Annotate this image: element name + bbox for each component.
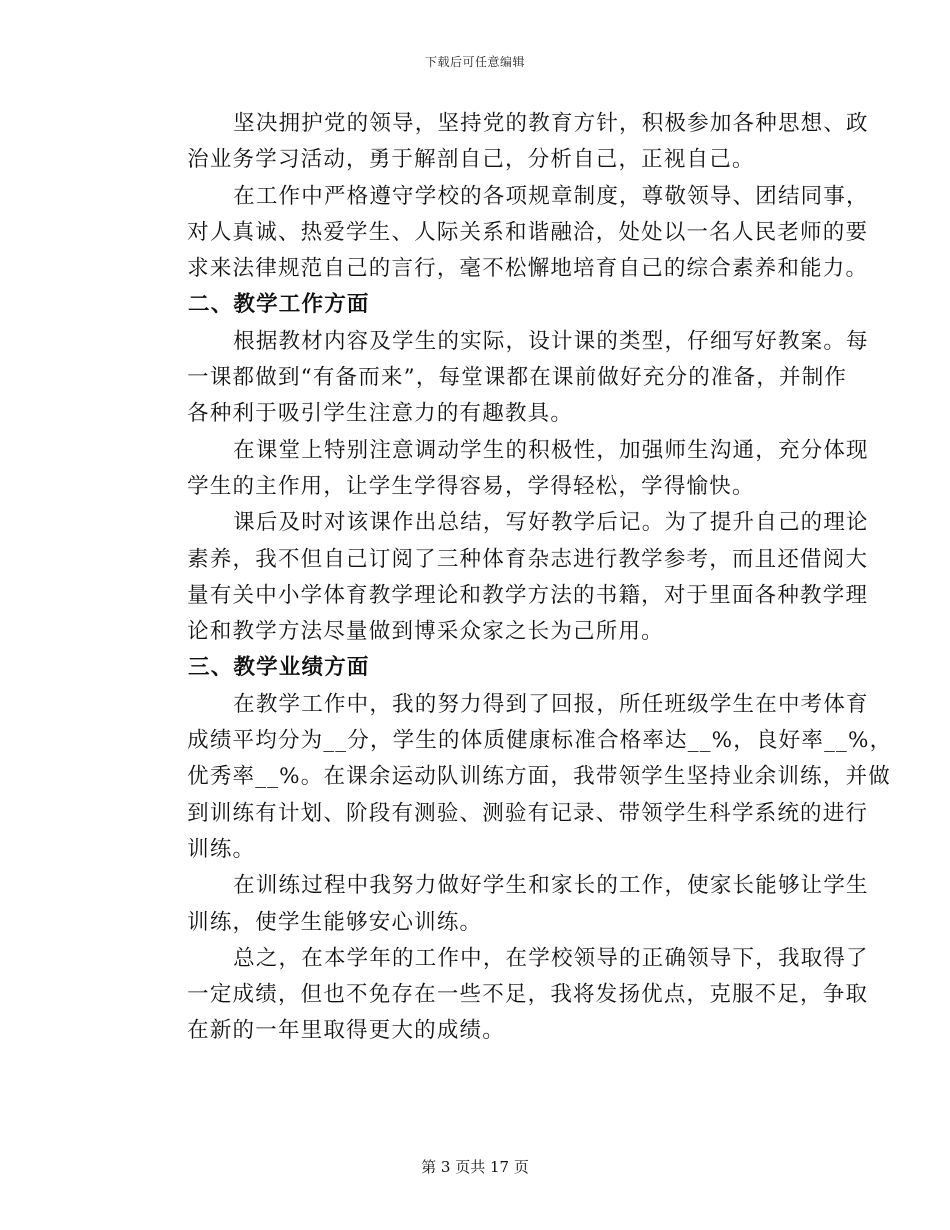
paragraph-2 (142, 179, 869, 288)
paragraph-line: 一定成绩，但也不免存在一些不足，我将发扬优点，克服不足，争取 (187, 982, 869, 1008)
paragraph-line: 量有关中小学体育教学理论和教学方法的书籍，对于里面各种教学理 (187, 582, 869, 608)
paragraph-line: 在课堂上特别注意调动学生的积极性，加强师生沟通，充分体现 (233, 437, 869, 463)
paragraph-line: 根据教材内容及学生的实际，设计课的类型，仔细写好教案。每 (233, 328, 869, 354)
paragraph-line: 在训练过程中我努力做好学生和家长的工作，使家长能够让学生 (233, 873, 869, 899)
paragraph-line: 总之，在本学年的工作中，在学校领导的正确领导下，我取得了 (233, 945, 869, 971)
paragraph-line: 一课都做到“有备而来”，每堂课都在课前做好充分的准备，并制作 (187, 365, 848, 391)
paragraph-line: 在新的一年里取得更大的成绩。 (187, 1018, 505, 1044)
paragraph-1 (142, 106, 869, 179)
paragraph-6 (142, 687, 893, 868)
paragraph-line: 成绩平均分为__分，学生的体质健康标准合格率达__%，良好率__%， (187, 728, 893, 754)
paragraph-3 (142, 324, 869, 433)
paragraph-line: 课后及时对该课作出总结，写好教学后记。为了提升自己的理论 (233, 510, 869, 536)
paragraph-4 (142, 433, 869, 506)
page-header-note: 下载后可任意编辑 (424, 55, 525, 69)
page-number-footer: 第 3 页共 17 页 (421, 1158, 529, 1176)
paragraph-line: 治业务学习活动，勇于解剖自己，分析自己，正视自己。 (187, 147, 755, 173)
paragraph-line: 训练，使学生能够安心训练。 (187, 909, 483, 935)
paragraph-line: 在教学工作中，我的努力得到了回报，所任班级学生在中考体育 (233, 691, 869, 717)
paragraph-5 (142, 505, 869, 650)
paragraph-line: 学生的主作用，让学生学得容易，学得轻松，学得愉快。 (187, 473, 755, 499)
section-heading-teaching-work: 二、教学工作方面 (188, 292, 370, 318)
paragraph-line: 在工作中严格遵守学校的各项规章制度，尊敬领导、团结同事， (233, 183, 869, 209)
paragraph-line: 论和教学方法尽量做到博采众家之长为己所用。 (187, 619, 664, 645)
paragraph-line: 对人真诚、热爱学生、人际关系和谐融洽，处处以一名人民老师的要 (187, 219, 869, 245)
paragraph-line: 素养，我不但自己订阅了三种体育杂志进行教学参考，而且还借阅大 (187, 546, 869, 572)
paragraph-line: 到训练有计划、阶段有测验、测验有记录、带领学生科学系统的进行 (187, 800, 869, 826)
paragraph-7 (142, 868, 869, 941)
paragraph-line: 优秀率__%。在课余运动队训练方面，我带领学生坚持业余训练，并做 (187, 764, 891, 790)
section-heading-teaching-results: 三、教学业绩方面 (188, 655, 370, 681)
paragraph-line: 训练。 (187, 836, 256, 862)
paragraph-line: 各种利于吸引学生注意力的有趣教具。 (187, 401, 574, 427)
paragraph-line: 坚决拥护党的领导，坚持党的教育方针，积极参加各种思想、政 (233, 111, 869, 136)
paragraph-8 (142, 941, 869, 1050)
document-body (142, 106, 893, 1050)
paragraph-line: 求来法律规范自己的言行，毫不松懈地培育自己的综合素养和能力。 (187, 256, 869, 282)
